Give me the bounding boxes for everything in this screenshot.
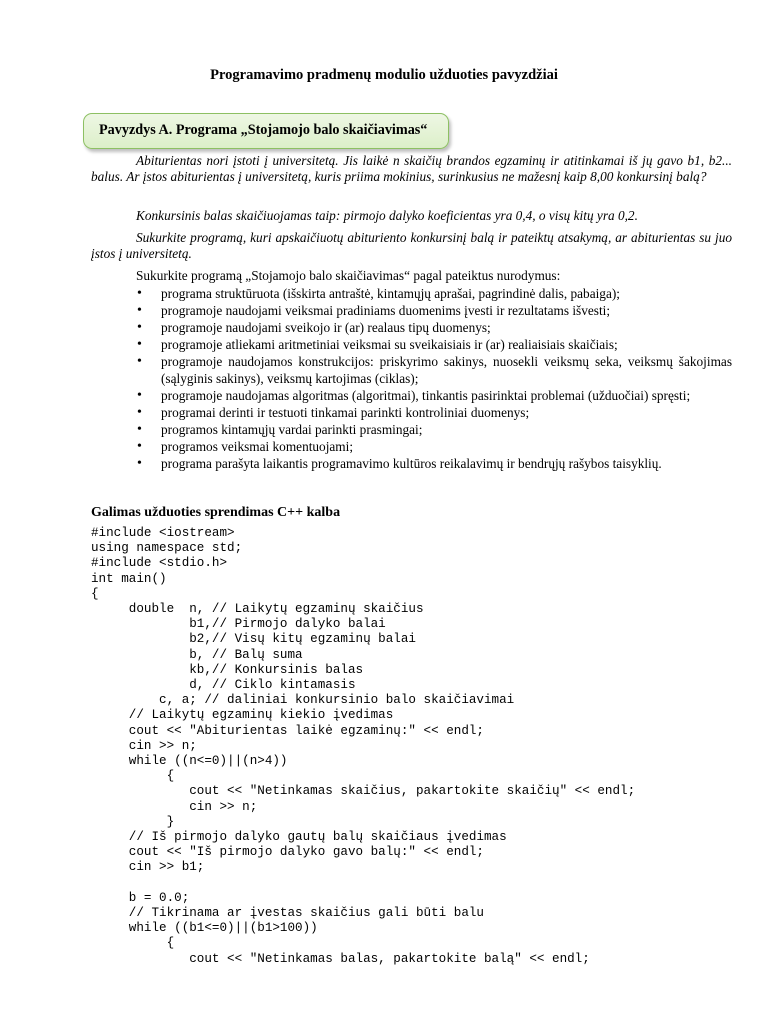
list-item: • programa parašyta laikantis programavimo kultūros reikalavimų ir bendrųjų rašybos taisyklių. [136, 456, 732, 473]
task-paragraph: Abiturientas nori įstoti į universitetą. Jis laikė n skaičių brandos egzaminų ir atitinkamai iš jų gavo b1, b2... balus. Ar įstos abiturientas į universitetą, kuris priima mokinius, surinkusius ne mažesnį kaip 8,00 konkursinį balą? [91, 153, 732, 184]
list-item: • programoje atliekami aritmetiniai veiksmai su sveikaisiais ir (ar) realiaisiais skaičiais; [136, 337, 732, 354]
list-item: • programoje naudojami veiksmai pradiniams duomenims įvesti ir rezultatams išvesti; [136, 303, 732, 320]
code-listing: #include <iostream> using namespace std; #include <stdio.h> int main() { double n, // Laikytų egzaminų skaičius b1,// Pirmojo dalyko balai b2,// Visų kitų egzaminų balai b, // Balų suma kb,// Konkursinis balas d, // Ciklo kintamasis c, a; // daliniai konkursinio balo skaičiavimai // Laikytų egzaminų kiekio įvedimas cout << "Abiturientas laikė egzaminų:" << endl; cin >> n; while ((n<=0)||(n>4)) { cout << "Netinkamas skaičius, pakartokite skaičių" << endl; cin >> n; } // Iš pirmojo dalyko gautų balų skaičiaus įvedimas cout << "Iš pirmojo dalyko gavo balų:" << endl; cin >> b1; b = 0.0; // Tikrinama ar įvestas skaičius gali būti balu while ((b1<=0)||(b1>100)) { cout << "Netinkamas balas, pakartokite balą" << endl; [91, 526, 636, 966]
list-item: • programoje naudojami sveikojo ir (ar) realaus tipų duomenys; [136, 320, 732, 337]
page-title: Programavimo pradmenų modulio užduoties pavyzdžiai [210, 67, 558, 83]
requirements-list [136, 286, 732, 473]
list-item: • programai derinti ir testuoti tinkamai parinkti kontroliniai duomenys; [136, 405, 732, 422]
list-item: • programoje naudojamos konstrukcijos: priskyrimo sakinys, nuosekli veiksmų seka, veiksmų šakojimas (sąlyginis sakinys), veiksmų kartojimas (ciklas); [136, 354, 732, 387]
example-label-box [83, 113, 449, 149]
solution-heading: Galimas užduoties sprendimas C++ kalba [91, 505, 341, 520]
example-label: Pavyzdys A. Programa „Stojamojo balo skaičiavimas“ [99, 122, 428, 138]
list-item: • programos kintamųjų vardai parinkti prasmingai; [136, 422, 732, 439]
program-task-paragraph: Sukurkite programą, kuri apskaičiuotų abituriento konkursinį balą ir pateiktų atsakymą, ar abiturientas su juo įstos į universitetą. [91, 230, 732, 261]
instructions-intro: Sukurkite programą „Stojamojo balo skaičiavimas“ pagal pateiktus nurodymus: [136, 268, 561, 283]
list-item: • programa struktūruota (išskirta antraštė, kintamųjų aprašai, pagrindinė dalis, pabaiga); [136, 286, 732, 303]
list-item: • programos veiksmai komentuojami; [136, 439, 732, 456]
score-rule-paragraph: Konkursinis balas skaičiuojamas taip: pirmojo dalyko koeficientas yra 0,4, o visų kitų yra 0,2. [136, 208, 638, 223]
list-item: • programoje naudojamas algoritmas (algoritmai), tinkantis pasirinktai problemai (užduočiai) spręsti; [136, 388, 732, 405]
